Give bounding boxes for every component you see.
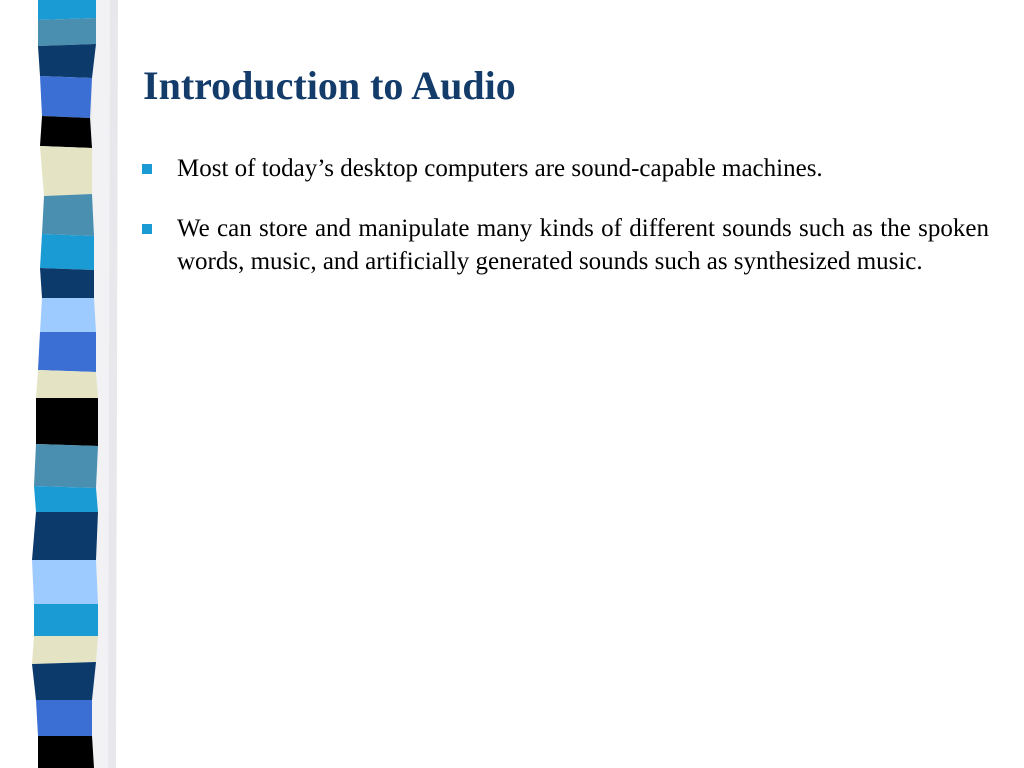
strip-band xyxy=(42,194,94,236)
strip-band xyxy=(34,444,98,488)
strip-band xyxy=(36,700,92,736)
strip-band xyxy=(32,512,98,560)
strip-band xyxy=(38,18,96,46)
bullet-text: Most of today’s desktop computers are sound-capable machines. xyxy=(177,155,823,182)
strip-band xyxy=(38,0,96,20)
strip-band xyxy=(32,560,98,604)
strip-band xyxy=(40,146,92,196)
bullet-item xyxy=(139,212,989,278)
strip-band xyxy=(38,44,96,78)
strip-band xyxy=(34,486,98,512)
square-bullet-icon xyxy=(142,164,152,174)
square-bullet-icon xyxy=(142,224,152,234)
strip-band xyxy=(34,604,98,636)
strip-band xyxy=(40,76,92,118)
decorative-side-strip xyxy=(0,0,120,768)
bullet-text: We can store and manipulate many kinds of different sounds such as the spoken words, music, and artificially generated sounds such as synthesized music. xyxy=(177,215,989,275)
bullet-list xyxy=(139,152,989,305)
strip-band xyxy=(36,370,98,398)
strip-band xyxy=(38,332,96,372)
strip-band xyxy=(32,662,96,700)
strip-band xyxy=(40,298,96,332)
strip-band xyxy=(40,234,94,270)
strip-band xyxy=(40,116,92,148)
strip-band xyxy=(32,636,98,664)
strip-band xyxy=(40,268,94,298)
bullet-item xyxy=(139,152,989,185)
slide-title: Introduction to Audio xyxy=(143,63,516,108)
strip-band xyxy=(38,736,94,768)
strip-band xyxy=(36,398,98,446)
